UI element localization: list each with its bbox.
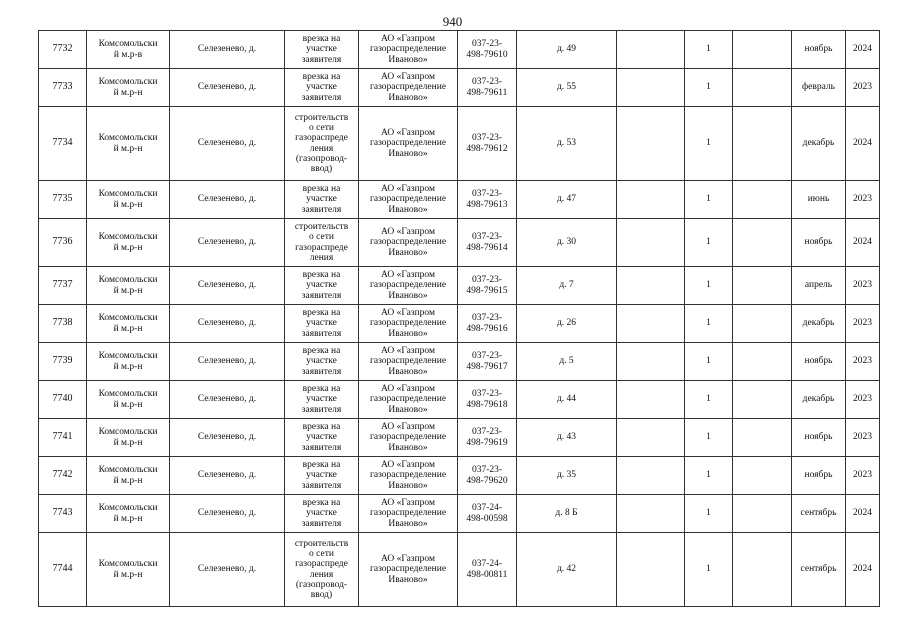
cell-empty2 bbox=[733, 267, 792, 305]
cell-id: 7737 bbox=[39, 267, 87, 305]
cell-month: сентябрь bbox=[792, 533, 846, 607]
cell-code: 037-23- 498-79614 bbox=[458, 219, 517, 267]
cell-settlement: Селезенево, д. bbox=[170, 267, 285, 305]
cell-code: 037-23- 498-79620 bbox=[458, 457, 517, 495]
cell-id: 7740 bbox=[39, 381, 87, 419]
cell-empty2 bbox=[733, 219, 792, 267]
cell-month: декабрь bbox=[792, 381, 846, 419]
cell-org: АО «Газпром газораспределение Иваново» bbox=[359, 419, 458, 457]
cell-settlement: Селезенево, д. bbox=[170, 181, 285, 219]
cell-address: д. 42 bbox=[517, 533, 617, 607]
cell-qty: 1 bbox=[685, 457, 733, 495]
cell-empty2 bbox=[733, 457, 792, 495]
table-row bbox=[39, 267, 880, 305]
cell-address: д. 43 bbox=[517, 419, 617, 457]
cell-org: АО «Газпром газораспределение Иваново» bbox=[359, 495, 458, 533]
cell-code: 037-23- 498-79610 bbox=[458, 31, 517, 69]
cell-qty: 1 bbox=[685, 305, 733, 343]
cell-empty bbox=[617, 381, 685, 419]
cell-org: АО «Газпром газораспределение Иваново» bbox=[359, 533, 458, 607]
cell-settlement: Селезенево, д. bbox=[170, 419, 285, 457]
cell-year: 2024 bbox=[846, 31, 880, 69]
cell-year: 2023 bbox=[846, 69, 880, 107]
cell-org: АО «Газпром газораспределение Иваново» bbox=[359, 381, 458, 419]
cell-empty bbox=[617, 31, 685, 69]
cell-id: 7741 bbox=[39, 419, 87, 457]
cell-code: 037-23- 498-79617 bbox=[458, 343, 517, 381]
cell-empty2 bbox=[733, 419, 792, 457]
table-row bbox=[39, 181, 880, 219]
cell-empty bbox=[617, 457, 685, 495]
page-number: 940 bbox=[442, 14, 463, 29]
cell-work: врезка на участке заявителя bbox=[285, 69, 359, 107]
cell-org: АО «Газпром газораспределение Иваново» bbox=[359, 267, 458, 305]
cell-qty: 1 bbox=[685, 495, 733, 533]
table-row bbox=[39, 495, 880, 533]
cell-org: АО «Газпром газораспределение Иваново» bbox=[359, 31, 458, 69]
cell-month: сентябрь bbox=[792, 495, 846, 533]
cell-settlement: Селезенево, д. bbox=[170, 381, 285, 419]
table-row bbox=[39, 69, 880, 107]
cell-district: Комсомольски й м.р-н bbox=[87, 69, 170, 107]
cell-district: Комсомольски й м.р-н bbox=[87, 107, 170, 181]
table-row bbox=[39, 107, 880, 181]
cell-empty2 bbox=[733, 305, 792, 343]
cell-code: 037-23- 498-79615 bbox=[458, 267, 517, 305]
cell-work: строительств о сети газораспреде ления (газопровод- ввод) bbox=[285, 107, 359, 181]
cell-work: врезка на участке заявителя bbox=[285, 267, 359, 305]
cell-settlement: Селезенево, д. bbox=[170, 343, 285, 381]
cell-work: врезка на участке заявителя bbox=[285, 495, 359, 533]
cell-qty: 1 bbox=[685, 381, 733, 419]
table-row bbox=[39, 219, 880, 267]
cell-work: врезка на участке заявителя bbox=[285, 419, 359, 457]
cell-qty: 1 bbox=[685, 267, 733, 305]
cell-id: 7733 bbox=[39, 69, 87, 107]
cell-qty: 1 bbox=[685, 419, 733, 457]
cell-district: Комсомольски й м.р-н bbox=[87, 457, 170, 495]
cell-empty2 bbox=[733, 107, 792, 181]
cell-empty bbox=[617, 181, 685, 219]
cell-month: ноябрь bbox=[792, 219, 846, 267]
cell-district: Комсомольски й м.р-н bbox=[87, 305, 170, 343]
cell-settlement: Селезенево, д. bbox=[170, 31, 285, 69]
cell-code: 037-23- 498-79611 bbox=[458, 69, 517, 107]
cell-org: АО «Газпром газораспределение Иваново» bbox=[359, 343, 458, 381]
cell-empty bbox=[617, 107, 685, 181]
cell-empty bbox=[617, 419, 685, 457]
cell-year: 2023 bbox=[846, 181, 880, 219]
cell-code: 037-23- 498-79612 bbox=[458, 107, 517, 181]
cell-work: врезка на участке заявителя bbox=[285, 181, 359, 219]
cell-month: ноябрь bbox=[792, 457, 846, 495]
cell-year: 2023 bbox=[846, 457, 880, 495]
cell-year: 2023 bbox=[846, 381, 880, 419]
cell-year: 2024 bbox=[846, 107, 880, 181]
cell-address: д. 26 bbox=[517, 305, 617, 343]
cell-org: АО «Газпром газораспределение Иваново» bbox=[359, 107, 458, 181]
cell-month: июнь bbox=[792, 181, 846, 219]
cell-qty: 1 bbox=[685, 107, 733, 181]
table-row bbox=[39, 457, 880, 495]
cell-empty2 bbox=[733, 343, 792, 381]
cell-district: Комсомольски й м.р-в bbox=[87, 31, 170, 69]
cell-empty2 bbox=[733, 495, 792, 533]
cell-org: АО «Газпром газораспределение Иваново» bbox=[359, 305, 458, 343]
cell-district: Комсомольски й м.р-н bbox=[87, 181, 170, 219]
records-table bbox=[38, 30, 880, 607]
cell-address: д. 30 bbox=[517, 219, 617, 267]
cell-qty: 1 bbox=[685, 31, 733, 69]
cell-year: 2024 bbox=[846, 495, 880, 533]
cell-code: 037-23- 498-79618 bbox=[458, 381, 517, 419]
cell-empty bbox=[617, 219, 685, 267]
cell-code: 037-24- 498-00598 bbox=[458, 495, 517, 533]
cell-org: АО «Газпром газораспределение Иваново» bbox=[359, 457, 458, 495]
cell-address: д. 7 bbox=[517, 267, 617, 305]
cell-year: 2023 bbox=[846, 267, 880, 305]
cell-empty2 bbox=[733, 31, 792, 69]
cell-work: врезка на участке заявителя bbox=[285, 305, 359, 343]
cell-id: 7732 bbox=[39, 31, 87, 69]
cell-district: Комсомольски й м.р-н bbox=[87, 219, 170, 267]
cell-org: АО «Газпром газораспределение Иваново» bbox=[359, 69, 458, 107]
cell-id: 7743 bbox=[39, 495, 87, 533]
cell-address: д. 53 bbox=[517, 107, 617, 181]
cell-empty bbox=[617, 305, 685, 343]
cell-empty2 bbox=[733, 69, 792, 107]
cell-empty bbox=[617, 495, 685, 533]
cell-year: 2024 bbox=[846, 219, 880, 267]
cell-qty: 1 bbox=[685, 533, 733, 607]
cell-qty: 1 bbox=[685, 343, 733, 381]
cell-qty: 1 bbox=[685, 69, 733, 107]
cell-org: АО «Газпром газораспределение Иваново» bbox=[359, 219, 458, 267]
table-row bbox=[39, 343, 880, 381]
table-row bbox=[39, 381, 880, 419]
cell-year: 2023 bbox=[846, 305, 880, 343]
cell-empty bbox=[617, 69, 685, 107]
cell-settlement: Селезенево, д. bbox=[170, 69, 285, 107]
cell-district: Комсомольски й м.р-н bbox=[87, 495, 170, 533]
cell-work: строительств о сети газораспреде ления bbox=[285, 219, 359, 267]
cell-settlement: Селезенево, д. bbox=[170, 219, 285, 267]
cell-month: ноябрь bbox=[792, 343, 846, 381]
cell-month: апрель bbox=[792, 267, 846, 305]
cell-id: 7742 bbox=[39, 457, 87, 495]
cell-empty bbox=[617, 343, 685, 381]
cell-year: 2023 bbox=[846, 343, 880, 381]
cell-month: февраль bbox=[792, 69, 846, 107]
table-row bbox=[39, 305, 880, 343]
table-body bbox=[39, 31, 880, 607]
cell-address: д. 55 bbox=[517, 69, 617, 107]
cell-id: 7734 bbox=[39, 107, 87, 181]
cell-empty2 bbox=[733, 381, 792, 419]
cell-empty bbox=[617, 533, 685, 607]
cell-qty: 1 bbox=[685, 181, 733, 219]
cell-year: 2024 bbox=[846, 533, 880, 607]
cell-district: Комсомольски й м.р-н bbox=[87, 419, 170, 457]
cell-month: декабрь bbox=[792, 107, 846, 181]
cell-work: врезка на участке заявителя bbox=[285, 343, 359, 381]
cell-id: 7735 bbox=[39, 181, 87, 219]
cell-address: д. 44 bbox=[517, 381, 617, 419]
cell-code: 037-24- 498-00811 bbox=[458, 533, 517, 607]
cell-id: 7736 bbox=[39, 219, 87, 267]
cell-district: Комсомольски й м.р-н bbox=[87, 533, 170, 607]
cell-settlement: Селезенево, д. bbox=[170, 457, 285, 495]
table-row bbox=[39, 533, 880, 607]
cell-empty bbox=[617, 267, 685, 305]
cell-address: д. 49 bbox=[517, 31, 617, 69]
cell-month: ноябрь bbox=[792, 419, 846, 457]
cell-code: 037-23- 498-79613 bbox=[458, 181, 517, 219]
cell-district: Комсомольски й м.р-н bbox=[87, 381, 170, 419]
cell-address: д. 47 bbox=[517, 181, 617, 219]
cell-settlement: Селезенево, д. bbox=[170, 495, 285, 533]
cell-work: врезка на участке заявителя bbox=[285, 381, 359, 419]
cell-work: строительств о сети газораспреде ления (газопровод- ввод) bbox=[285, 533, 359, 607]
cell-month: декабрь bbox=[792, 305, 846, 343]
cell-id: 7744 bbox=[39, 533, 87, 607]
cell-empty2 bbox=[733, 181, 792, 219]
cell-month: ноябрь bbox=[792, 31, 846, 69]
cell-code: 037-23- 498-79619 bbox=[458, 419, 517, 457]
cell-settlement: Селезенево, д. bbox=[170, 305, 285, 343]
cell-district: Комсомольски й м.р-н bbox=[87, 267, 170, 305]
table-row bbox=[39, 31, 880, 69]
cell-address: д. 8 Б bbox=[517, 495, 617, 533]
cell-org: АО «Газпром газораспределение Иваново» bbox=[359, 181, 458, 219]
cell-work: врезка на участке заявителя bbox=[285, 457, 359, 495]
table-row bbox=[39, 419, 880, 457]
cell-address: д. 35 bbox=[517, 457, 617, 495]
cell-id: 7739 bbox=[39, 343, 87, 381]
cell-address: д. 5 bbox=[517, 343, 617, 381]
cell-settlement: Селезенево, д. bbox=[170, 107, 285, 181]
cell-code: 037-23- 498-79616 bbox=[458, 305, 517, 343]
cell-qty: 1 bbox=[685, 219, 733, 267]
cell-settlement: Селезенево, д. bbox=[170, 533, 285, 607]
cell-id: 7738 bbox=[39, 305, 87, 343]
cell-district: Комсомольски й м.р-н bbox=[87, 343, 170, 381]
cell-empty2 bbox=[733, 533, 792, 607]
cell-work: врезка на участке заявителя bbox=[285, 31, 359, 69]
cell-year: 2023 bbox=[846, 419, 880, 457]
